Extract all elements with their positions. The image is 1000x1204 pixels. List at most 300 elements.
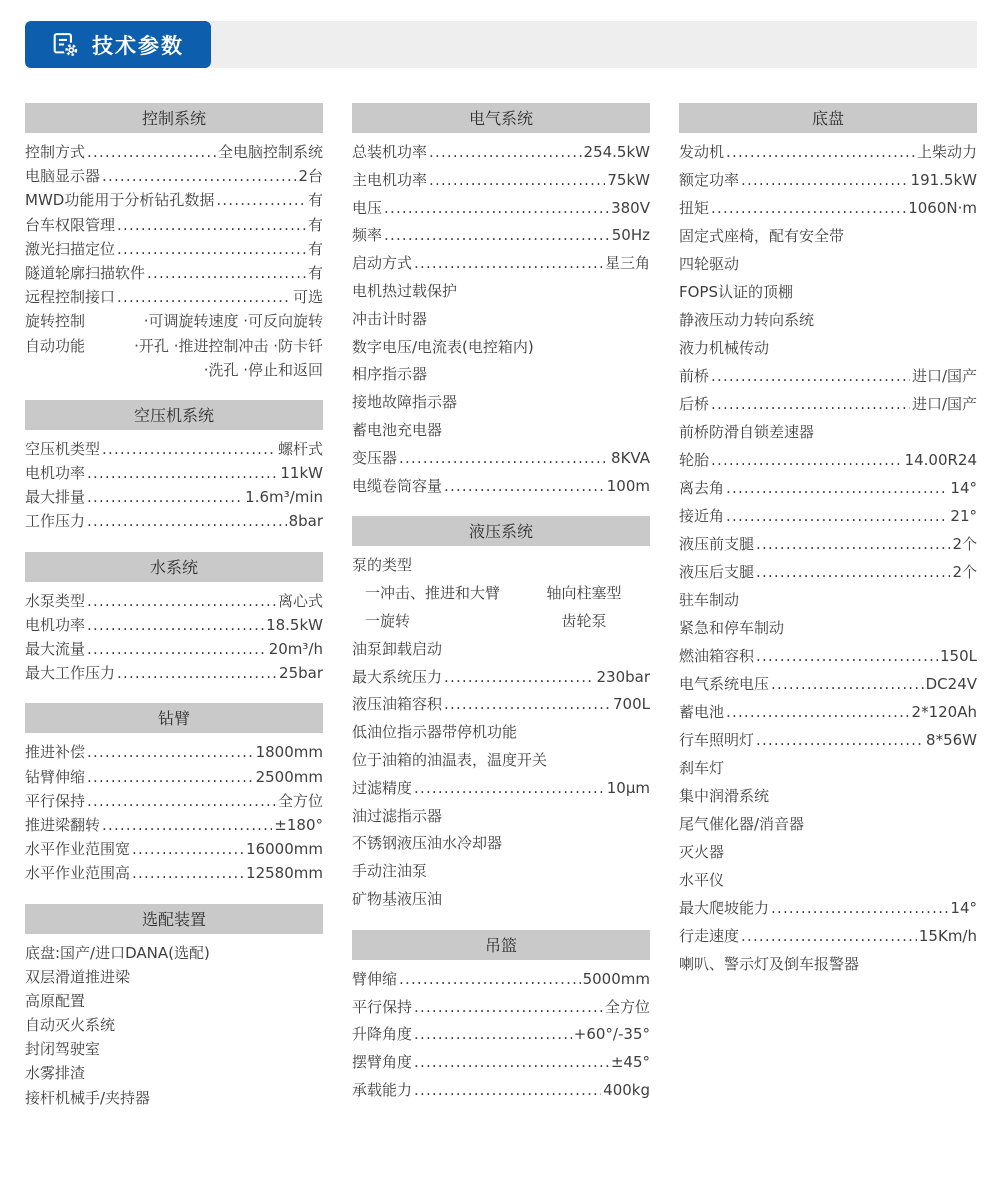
spec-row xyxy=(352,693,650,721)
spec-label: 频率 xyxy=(352,226,383,245)
spec-value: 14° xyxy=(950,899,977,917)
spec-value: 全方位 xyxy=(277,791,323,810)
spec-row xyxy=(25,766,323,790)
spec-columns xyxy=(25,103,977,1111)
spec-label: 自动功能 xyxy=(25,336,86,355)
spec-row xyxy=(352,1079,650,1107)
spec-label: 推进梁翻转 xyxy=(25,815,101,834)
spec-label: 离去角 xyxy=(679,479,725,497)
spec-label: 集中润滑系统 xyxy=(679,787,770,805)
spec-value: 1060N·m xyxy=(908,199,977,217)
dot-leader xyxy=(87,743,254,761)
spec-row xyxy=(25,310,323,334)
spec-label: 高原配置 xyxy=(25,991,86,1010)
spec-value: 有 xyxy=(307,263,323,282)
spec-label: 冲击计时器 xyxy=(352,309,428,328)
spec-value: 11kW xyxy=(280,464,323,483)
spec-section xyxy=(25,103,323,383)
spec-row xyxy=(679,169,977,197)
spec-label: 旋转控制 xyxy=(25,312,86,331)
spec-value: 进口/国产 xyxy=(911,395,977,413)
spec-row xyxy=(679,337,977,365)
spec-row xyxy=(352,554,650,582)
spec-row xyxy=(25,990,323,1014)
spec-value: 400kg xyxy=(603,1080,650,1099)
spec-label: 油过滤指示器 xyxy=(352,806,443,825)
spec-label: 电脑显示器 xyxy=(25,167,101,186)
dot-leader xyxy=(726,703,910,721)
spec-value: 16000mm xyxy=(246,840,323,859)
spec-value: 8bar xyxy=(288,512,323,531)
spec-row xyxy=(679,897,977,925)
spec-row xyxy=(25,838,323,862)
spec-label: 最大流量 xyxy=(25,640,86,658)
spec-label: 后桥 xyxy=(679,395,710,413)
spec-section xyxy=(25,552,323,687)
spec-label: 紧急和停车制动 xyxy=(679,619,785,637)
spec-row xyxy=(25,335,323,359)
spec-label: 喇叭、警示灯及倒车报警器 xyxy=(679,955,860,973)
spec-label: 刹车灯 xyxy=(679,759,725,777)
spec-label: 控制方式 xyxy=(25,143,86,161)
spec-label: 液力机械传动 xyxy=(679,339,770,357)
spec-label: 四轮驱动 xyxy=(679,255,740,273)
spec-label: 位于油箱的油温表，温度开关 xyxy=(352,750,548,769)
section-title: 电气系统 xyxy=(352,103,650,133)
spec-row xyxy=(679,421,977,449)
spec-label: 最大系统压力 xyxy=(352,667,443,686)
spec-row xyxy=(679,281,977,309)
spec-label: 额定功率 xyxy=(679,171,740,189)
dot-leader xyxy=(87,640,267,658)
dot-leader xyxy=(711,395,910,413)
dot-leader xyxy=(756,563,950,581)
section-title: 液压系统 xyxy=(352,516,650,546)
spec-row xyxy=(679,757,977,785)
spec-section xyxy=(679,103,977,981)
dot-leader xyxy=(87,592,276,610)
spec-value: +60°/-35° xyxy=(573,1025,650,1044)
spec-row xyxy=(25,614,323,638)
dot-leader xyxy=(414,779,605,797)
dot-leader xyxy=(771,675,924,693)
dot-leader xyxy=(414,254,603,272)
dot-leader xyxy=(741,927,917,945)
spec-row xyxy=(25,942,323,966)
spec-label: 钻臂伸缩 xyxy=(25,767,86,786)
spec-row xyxy=(25,286,323,310)
spec-row xyxy=(679,729,977,757)
spec-row xyxy=(352,888,650,916)
spec-row xyxy=(679,561,977,589)
section-title: 控制系统 xyxy=(25,103,323,133)
spec-label: 摆臂角度 xyxy=(352,1053,413,1072)
spec-label: 手动注油泵 xyxy=(352,862,428,881)
spec-label: MWD功能用于分析钻孔数据 xyxy=(25,191,215,210)
spec-row xyxy=(679,673,977,701)
page-title: 技术参数 xyxy=(92,33,184,58)
spec-label: 行车照明灯 xyxy=(679,731,755,749)
spec-column xyxy=(352,103,650,1111)
section-title: 空压机系统 xyxy=(25,400,323,430)
dot-leader xyxy=(147,264,306,282)
spec-label: 燃油箱容积 xyxy=(679,647,755,665)
spec-label: 液压后支腿 xyxy=(679,563,755,581)
spec-row xyxy=(679,253,977,281)
dot-leader xyxy=(87,792,276,810)
spec-row xyxy=(352,610,650,638)
spec-label: 电缆卷筒容量 xyxy=(352,476,443,495)
spec-label: 液压油箱容积 xyxy=(352,695,443,714)
spec-label: 推进补偿 xyxy=(25,743,86,762)
dot-leader xyxy=(414,998,603,1016)
spec-label: 电机功率 xyxy=(25,615,86,634)
spec-row xyxy=(25,966,323,990)
spec-value: 191.5kW xyxy=(910,171,977,189)
dot-leader xyxy=(444,477,605,495)
spec-label: 平行保持 xyxy=(25,791,86,810)
spec-label: 主电机功率 xyxy=(352,170,428,189)
spec-row xyxy=(352,721,650,749)
spec-row xyxy=(679,869,977,897)
spec-section xyxy=(352,516,650,915)
spec-label: 数字电压/电流表(电控箱内) xyxy=(352,337,534,356)
spec-value: 14° xyxy=(950,479,977,497)
spec-value: 150L xyxy=(940,647,977,665)
spec-value: 75kW xyxy=(607,170,650,189)
spec-row xyxy=(352,447,650,475)
dot-leader xyxy=(399,970,581,988)
dot-leader xyxy=(444,695,611,713)
page-header xyxy=(25,21,977,68)
dot-leader xyxy=(414,1081,601,1099)
spec-row xyxy=(352,391,650,419)
spec-column xyxy=(679,103,977,1111)
spec-label: 矿物基液压油 xyxy=(352,889,443,908)
spec-row xyxy=(25,262,323,286)
spec-value: 可选 xyxy=(292,288,323,307)
spec-label: 液压前支腿 xyxy=(679,535,755,553)
spec-label: 不锈钢液压油水冷却器 xyxy=(352,834,503,853)
dot-leader xyxy=(117,288,291,306)
spec-row xyxy=(679,505,977,533)
spec-row xyxy=(352,968,650,996)
dot-leader xyxy=(711,199,906,217)
spec-row xyxy=(25,862,323,886)
spec-label: FOPS认证的顶棚 xyxy=(679,283,794,301)
spec-row xyxy=(679,589,977,617)
spec-value: 21° xyxy=(950,507,977,525)
spec-value: 2台 xyxy=(298,167,323,186)
spec-label: 水泵类型 xyxy=(25,591,86,610)
section-title: 底盘 xyxy=(679,103,977,133)
spec-row xyxy=(352,336,650,364)
spec-row xyxy=(352,749,650,777)
spec-label: 一旋转 xyxy=(365,611,411,630)
dot-leader xyxy=(132,840,244,858)
spec-section xyxy=(352,103,650,502)
spec-value: ±180° xyxy=(274,815,323,834)
spec-row xyxy=(352,252,650,280)
spec-row xyxy=(679,701,977,729)
dot-leader xyxy=(132,864,244,882)
dot-leader xyxy=(756,535,950,553)
spec-row xyxy=(679,925,977,953)
spec-row xyxy=(352,805,650,833)
spec-value: 20m³/h xyxy=(268,640,323,658)
spec-label: 平行保持 xyxy=(352,997,413,1016)
dot-leader xyxy=(87,464,278,482)
spec-row xyxy=(352,197,650,225)
spec-label: 升降角度 xyxy=(352,1025,413,1044)
spec-label: 接近角 xyxy=(679,507,725,525)
spec-row xyxy=(352,280,650,308)
spec-label: 蓄电池充电器 xyxy=(352,420,443,439)
spec-value: 进口/国产 xyxy=(911,367,977,385)
dot-leader xyxy=(771,899,948,917)
spec-section xyxy=(25,904,323,1111)
spec-value: 轴向柱塞型 xyxy=(546,584,622,603)
spec-row xyxy=(679,449,977,477)
spec-row xyxy=(25,638,323,662)
spec-section xyxy=(25,400,323,535)
spec-column xyxy=(25,103,323,1111)
dot-leader xyxy=(399,449,609,467)
spec-label: 低油位指示器带停机功能 xyxy=(352,723,518,742)
spec-label: 激光扫描定位 xyxy=(25,239,116,258)
spec-value: 14.00R24 xyxy=(904,451,977,469)
spec-row xyxy=(679,785,977,813)
spec-row xyxy=(352,308,650,336)
spec-label: 电压 xyxy=(352,198,383,217)
section-title: 水系统 xyxy=(25,552,323,582)
spec-label: 驻车制动 xyxy=(679,591,740,609)
dot-leader xyxy=(117,216,306,234)
spec-label: 相序指示器 xyxy=(352,365,428,384)
spec-value: 50Hz xyxy=(611,226,650,245)
spec-value: 100m xyxy=(606,476,650,495)
spec-label: 泵的类型 xyxy=(352,556,413,575)
spec-sheet-icon xyxy=(52,31,79,58)
spec-label: 静液压动力转向系统 xyxy=(679,311,815,329)
spec-row xyxy=(352,996,650,1024)
spec-value: 10μm xyxy=(606,778,650,797)
spec-value: 12580mm xyxy=(246,864,323,883)
spec-value: 15Km/h xyxy=(918,927,977,945)
spec-value: 1.6m³/min xyxy=(245,488,323,507)
spec-row xyxy=(25,1014,323,1038)
spec-row xyxy=(25,486,323,510)
dot-leader xyxy=(102,167,296,185)
spec-row xyxy=(25,741,323,765)
spec-row xyxy=(352,169,650,197)
spec-row xyxy=(352,363,650,391)
dot-leader xyxy=(711,451,903,469)
spec-row xyxy=(25,359,323,383)
dot-leader xyxy=(384,199,609,217)
spec-row xyxy=(679,141,977,169)
spec-value: ±45° xyxy=(610,1053,650,1072)
spec-value: 230bar xyxy=(596,667,650,686)
spec-value: 25bar xyxy=(279,664,323,683)
spec-label: 发动机 xyxy=(679,143,725,161)
spec-label: 变压器 xyxy=(352,448,398,467)
spec-row xyxy=(25,814,323,838)
dot-leader xyxy=(741,171,909,189)
spec-label: 臂伸缩 xyxy=(352,969,398,988)
spec-label: 最大工作压力 xyxy=(25,664,116,683)
spec-value: 8*56W xyxy=(926,731,977,749)
spec-label: 台车权限管理 xyxy=(25,215,116,234)
spec-label: 前桥防滑自锁差速器 xyxy=(679,423,815,441)
spec-value: ·开孔 ·推进控制冲击 ·防卡钎 xyxy=(134,336,323,355)
spec-row xyxy=(25,141,323,165)
section-title: 选配装置 xyxy=(25,904,323,934)
spec-row xyxy=(352,638,650,666)
dot-leader xyxy=(87,616,264,634)
spec-row xyxy=(679,225,977,253)
spec-row xyxy=(25,1038,323,1062)
spec-label: 启动方式 xyxy=(352,254,413,273)
spec-label: 前桥 xyxy=(679,367,710,385)
spec-row xyxy=(352,419,650,447)
spec-value: 离心式 xyxy=(277,591,323,610)
dot-leader xyxy=(756,647,938,665)
spec-row xyxy=(352,1023,650,1051)
spec-label: 工作压力 xyxy=(25,512,86,531)
spec-row xyxy=(679,617,977,645)
spec-row xyxy=(352,224,650,252)
section-title: 钻臂 xyxy=(25,703,323,733)
spec-row xyxy=(25,510,323,534)
spec-label: 承载能力 xyxy=(352,1080,413,1099)
dot-leader xyxy=(711,367,910,385)
spec-value: DC24V xyxy=(925,675,977,693)
spec-row xyxy=(352,475,650,503)
dot-leader xyxy=(414,1053,609,1071)
spec-label: 灭火器 xyxy=(679,843,725,861)
spec-value: 8KVA xyxy=(611,448,650,467)
spec-value: 254.5kW xyxy=(583,143,650,161)
spec-row xyxy=(25,790,323,814)
dot-leader xyxy=(414,1025,572,1043)
spec-label: 最大爬坡能力 xyxy=(679,899,770,917)
spec-row xyxy=(352,777,650,805)
dot-leader xyxy=(87,488,243,506)
dot-leader xyxy=(726,507,948,525)
spec-value: ·可调旋转速度 ·可反向旋转 xyxy=(143,312,323,331)
spec-row xyxy=(25,1087,323,1111)
spec-label: 电机热过载保护 xyxy=(352,281,458,300)
spec-row xyxy=(352,582,650,610)
spec-row xyxy=(679,953,977,981)
spec-label: 封闭驾驶室 xyxy=(25,1040,101,1059)
spec-row xyxy=(25,189,323,213)
spec-row xyxy=(679,197,977,225)
spec-row xyxy=(25,462,323,486)
spec-value: 700L xyxy=(613,695,650,714)
spec-label: 水平作业范围高 xyxy=(25,864,131,883)
spec-row xyxy=(352,860,650,888)
dot-leader xyxy=(216,191,306,209)
spec-row xyxy=(352,141,650,169)
spec-value: 5000mm xyxy=(582,969,650,988)
spec-row xyxy=(25,238,323,262)
spec-label: 水平仪 xyxy=(679,871,725,889)
spec-label: 轮胎 xyxy=(679,451,710,469)
dot-leader xyxy=(102,816,272,834)
spec-label: 固定式座椅，配有安全带 xyxy=(679,227,845,245)
spec-label: 底盘:国产/进口DANA(选配) xyxy=(25,943,210,962)
section-title: 吊篮 xyxy=(352,930,650,960)
dot-leader xyxy=(87,512,287,530)
header-strip xyxy=(211,21,977,68)
dot-leader xyxy=(87,768,254,786)
spec-label: 水雾排渣 xyxy=(25,1064,86,1083)
spec-value: 螺杆式 xyxy=(277,439,323,458)
spec-label: 电气系统电压 xyxy=(679,675,770,693)
spec-row xyxy=(679,841,977,869)
dot-leader xyxy=(384,226,610,244)
spec-value: 有 xyxy=(307,239,323,258)
spec-row xyxy=(25,590,323,614)
spec-row xyxy=(679,365,977,393)
spec-value: 齿轮泵 xyxy=(561,611,607,630)
spec-value: 有 xyxy=(307,191,323,210)
spec-value: 星三角 xyxy=(604,254,650,273)
spec-value: 2*120Ah xyxy=(911,703,977,721)
spec-section xyxy=(25,703,323,886)
dot-leader xyxy=(429,171,605,189)
title-badge xyxy=(25,21,211,68)
spec-value: 2个 xyxy=(952,563,977,581)
dot-leader xyxy=(102,440,276,458)
dot-leader xyxy=(726,479,948,497)
spec-row xyxy=(352,832,650,860)
spec-row xyxy=(25,1062,323,1086)
dot-leader xyxy=(756,731,924,749)
spec-row xyxy=(25,662,323,686)
spec-row xyxy=(679,813,977,841)
dot-leader xyxy=(117,664,277,682)
spec-row xyxy=(679,645,977,673)
dot-leader xyxy=(87,143,216,161)
spec-row xyxy=(25,165,323,189)
spec-label: 双层滑道推进梁 xyxy=(25,967,131,986)
spec-value: 18.5kW xyxy=(266,615,323,634)
spec-section xyxy=(352,930,650,1107)
spec-row xyxy=(25,438,323,462)
spec-label: 一冲击、推进和大臂 xyxy=(365,584,501,603)
spec-row xyxy=(25,214,323,238)
spec-row xyxy=(679,533,977,561)
spec-label: 电机功率 xyxy=(25,464,86,483)
spec-label: 过滤精度 xyxy=(352,778,413,797)
spec-value: 2个 xyxy=(952,535,977,553)
spec-label: 接杆机械手/夹持器 xyxy=(25,1088,151,1107)
spec-label: 扭矩 xyxy=(679,199,710,217)
spec-label: 空压机类型 xyxy=(25,439,101,458)
spec-value: 1800mm xyxy=(255,743,323,762)
spec-value: 380V xyxy=(611,198,650,217)
spec-label: 尾气催化器/消音器 xyxy=(679,815,805,833)
spec-value: ·洗孔 ·停止和返回 xyxy=(203,360,323,379)
spec-value: 2500mm xyxy=(255,767,323,786)
spec-row xyxy=(679,393,977,421)
spec-row xyxy=(679,309,977,337)
dot-leader xyxy=(444,668,594,686)
dot-leader xyxy=(117,240,306,258)
